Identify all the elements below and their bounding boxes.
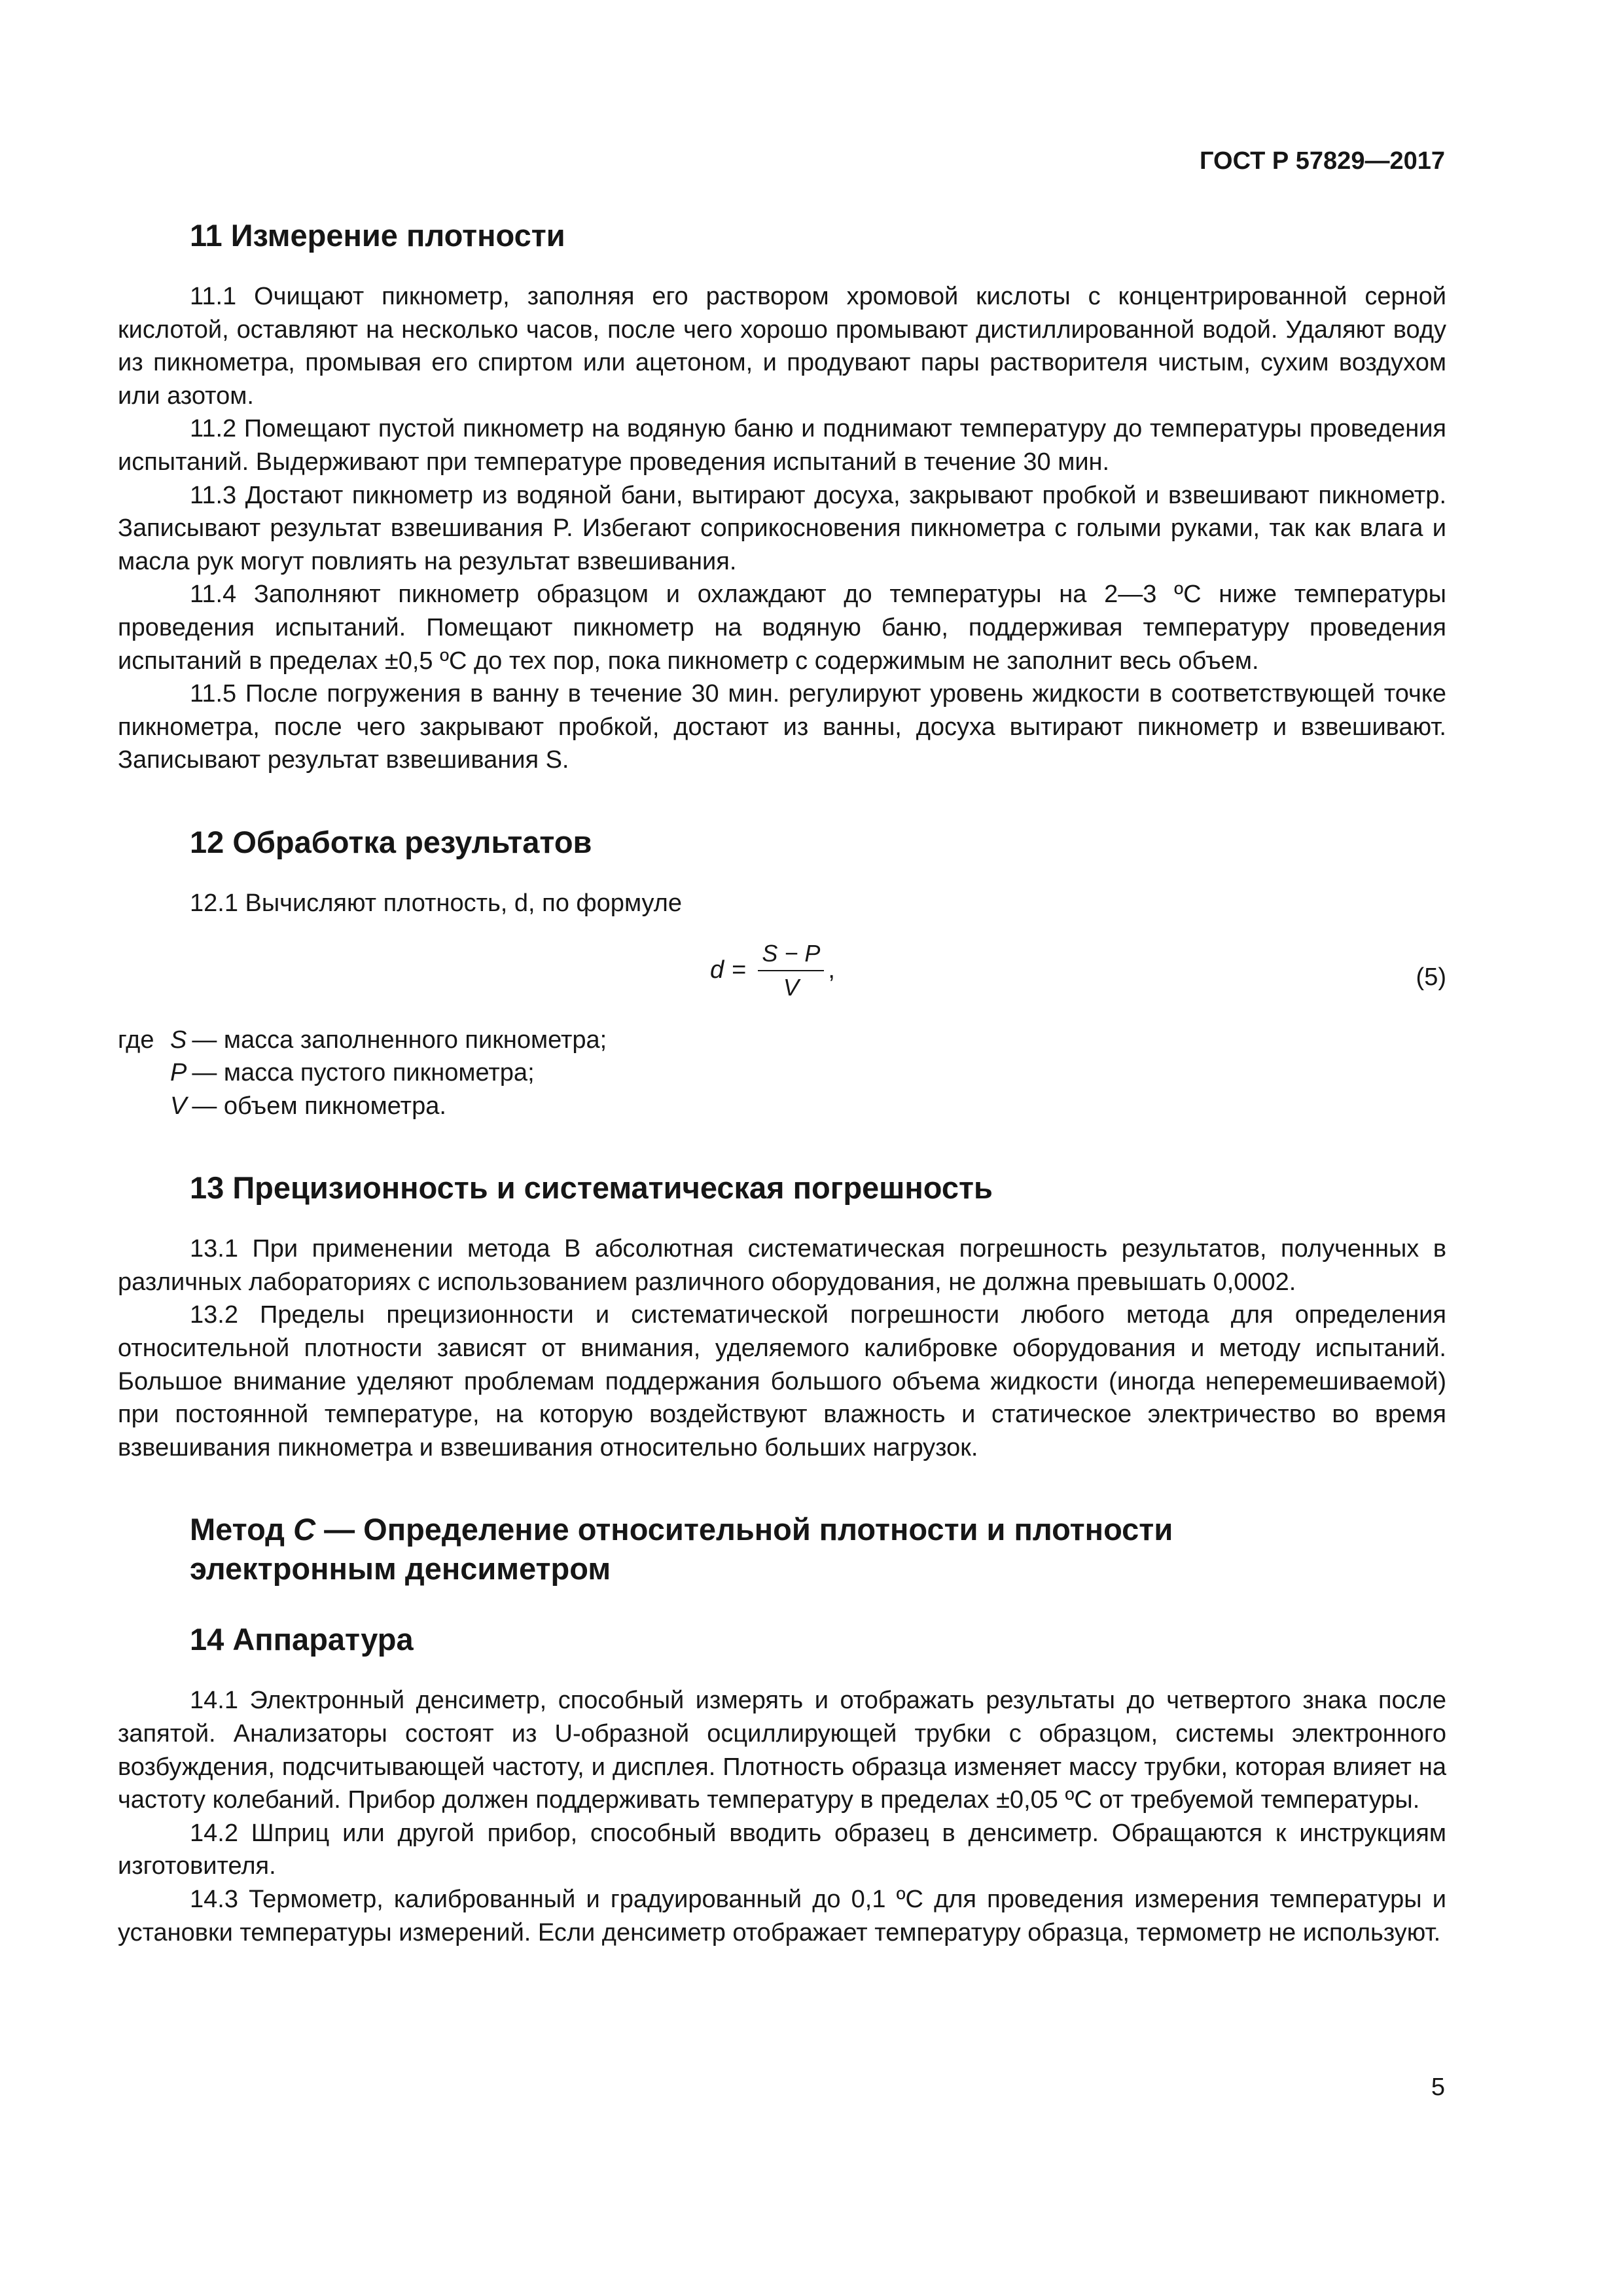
where-text: — объем пикнометра. [192,1092,446,1120]
where-symbol: V [170,1092,187,1120]
paragraph-13-1: 13.1 При применении метода B абсолютная систематическая погрешность результатов, полученных в различных лабораториях с использованием различного оборудования, не должна превышать 0,0002. [118,1235,1446,1296]
paragraph-13-2: 13.2 Пределы прецизионности и систематической погрешности любого метода для определения относительной плотности зависят от внимания, уделяемого калибровке оборудования и методу испытаний. Большое внимание уделяют проблемам поддержания большого объема жидкости (иногда неперемешиваемой) при постоянной температуре, на которую воздействуют влажность и статическое электричество во время взвешивания пикнометра и взвешивания относительно больших нагрузок. [118,1301,1446,1462]
paragraph-11-5: 11.5 После погружения в ванну в течение 30 мин. регулируют уровень жидкости в соответствующей точке пикнометра, после чего закрывают пробкой, достают из ванны, досуха вытирают пикнометр и взвешивают. Записывают результат взвешивания S. [118,680,1446,774]
formula-number: (5) [1416,963,1446,991]
where-lead [118,1056,170,1090]
section-12-title: 12 Обработка результатов [190,824,592,859]
where-item [118,1056,1446,1090]
where-list [118,1024,1446,1123]
formula-equals: = [732,956,747,984]
where-symbol: P [170,1059,187,1087]
where-symbol: S [170,1026,187,1054]
where-item [118,1024,1446,1057]
paragraph-14-1: 14.1 Электронный денсиметр, способный измерять и отображать результаты до четвертого знака после запятой. Анализаторы состоят из U-образной осциллирующей трубки с образцом, системы электронного возбуждения, подсчитывающей частоту, и дисплея. Плотность образца изменяет массу трубки, которая влияет на частоту колебаний. Прибор должен поддерживать температуру в пределах ±0,05 ºС от требуемой температуры. [118,1687,1446,1814]
paragraph-11-1: 11.1 Очищают пикнометр, заполняя его раствором хромовой кислоты с концентрированной серной кислотой, оставляют на несколько часов, после чего хорошо промывают дистиллированной водой. Удаляют воду из пикнометра, промывая его спиртом или ацетоном, и продувают пары растворителя чистым, сухим воздухом или азотом. [118,283,1446,410]
method-c-title [118,1510,1446,1588]
formula-denominator: V [783,973,799,1001]
standard-code: ГОСТ Р 57829—2017 [1200,147,1445,175]
section-13-title: 13 Прецизионность и систематическая погрешность [190,1170,993,1206]
paragraph-11-3: 11.3 Достают пикнометр из водяной бани, вытирают досуха, закрывают пробкой и взвешивают пикнометр. Записывают результат взвешивания P. Избегают соприкосновения пикнометра с голыми руками, так как влага и масла рук могут повлиять на результат взвешивания. [118,481,1446,575]
where-text: — масса заполненного пикнометра; [192,1026,607,1054]
method-c-title-line2: электронным денсиметром [190,1551,611,1587]
paragraph-11-4: 11.4 Заполняют пикнометр образцом и охлаждают до температуры на 2—3 ºС ниже температуры проведения испытаний. Помещают пикнометр на водяную баню, поддерживая температуру проведения испытаний в пределах ±0,5 ºС до тех пор, пока пикнометр с содержимым не заполнит весь объем. [118,581,1446,675]
formula-block [118,940,1446,1024]
formula-fraction [758,940,824,1001]
section-14-title: 14 Аппаратура [190,1622,414,1657]
section-11-title: 11 Измерение плотности [190,218,565,253]
formula-lhs: d [710,956,724,984]
page-content [118,216,1446,1949]
formula-tail: , [828,956,835,984]
method-c-letter: C [293,1512,316,1547]
formula-numerator: S − P [758,940,824,971]
paragraph-11-2: 11.2 Помещают пустой пикнометр на водяную баню и поднимают температуру до температуры проведения испытаний. Выдерживают при температуре проведения испытаний в течение 30 мин. [118,415,1446,476]
where-text: — масса пустого пикнометра; [192,1059,535,1087]
paragraph-14-2: 14.2 Шприц или другой прибор, способный вводить образец в денсиметр. Обращаются к инструкциям изготовителя. [118,1819,1446,1880]
method-c-prefix: Метод [190,1512,294,1547]
density-formula [710,940,835,1001]
paragraph-12-1: 12.1 Вычисляют плотность, d, по формуле [190,889,682,917]
page-number: 5 [1431,2073,1445,2101]
method-c-title-rest: — Определение относительной плотности и плотности [315,1512,1173,1547]
where-item [118,1090,1446,1123]
where-lead: где [118,1026,154,1054]
where-lead [118,1090,170,1123]
paragraph-14-3: 14.3 Термометр, калиброванный и градуированный до 0,1 ºС для проведения измерения температуры и установки температуры измерений. Если денсиметр отображает температуру образца, термометр не используют. [118,1886,1446,1946]
